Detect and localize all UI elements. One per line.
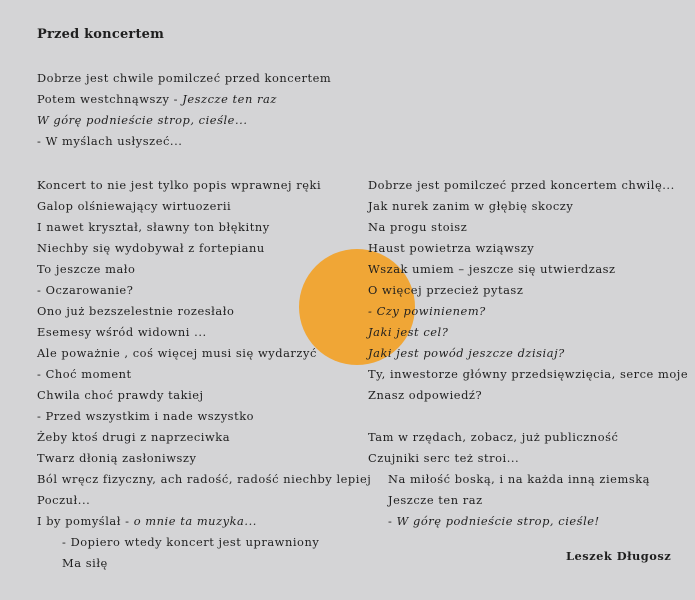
poem-line — [37, 178, 321, 192]
poem-line-text: Na progu stoisz — [368, 220, 468, 234]
poem-line-text: - Oczarowanie? — [37, 283, 134, 297]
poem-line-text: - Przed wszystkim i nade wszystko — [37, 409, 255, 423]
poem-line-text: - Choć moment — [37, 367, 132, 381]
poem-line-text: I by pomyślał - — [37, 514, 134, 528]
poem-line — [37, 283, 133, 297]
poem-line-text: - W myślach usłyszeć... — [37, 134, 183, 148]
poem-line-text: Żeby ktoś drugi z naprzeciwka — [37, 430, 231, 444]
poem-line-text: Potem westchnąwszy - — [37, 92, 183, 106]
poem-line-text: Haust powietrza wziąwszy — [368, 241, 535, 255]
poem-line — [368, 325, 448, 339]
poem-line — [368, 262, 616, 276]
poem-line — [62, 556, 108, 570]
poem-line — [388, 472, 650, 486]
poem-line — [37, 367, 132, 381]
poem-line — [37, 241, 265, 255]
poem-line — [37, 388, 204, 402]
poem-line — [368, 451, 519, 465]
poem-line — [368, 304, 486, 318]
poem-line-italic-text: - Czy powinienem? — [368, 304, 486, 318]
poem-line — [368, 199, 573, 213]
poem-line — [368, 430, 618, 444]
poem-line — [37, 472, 371, 486]
poem-line — [368, 220, 467, 234]
poem-line — [37, 71, 331, 85]
poem-line — [368, 346, 565, 360]
poem-line-text: Czujniki serc też stroi... — [368, 451, 520, 465]
poem-line — [37, 113, 248, 127]
poem-title: Przed koncertem — [37, 27, 165, 42]
poem-line-italic-text: Jaki jest powód jeszcze dzisiaj? — [368, 346, 565, 360]
poem-line-text: Ale poważnie , coś więcej musi się wydarzyć — [37, 346, 317, 360]
poem-line — [37, 199, 231, 213]
poem-line — [368, 388, 482, 402]
poem-line — [37, 451, 196, 465]
poem-line — [368, 178, 675, 192]
poem-line-text: Jeszcze ten raz — [388, 493, 483, 507]
poem-line-italic-text: W górę podnieście strop, cieśle... — [37, 113, 248, 127]
poem-line-text: Niechby się wydobywał z fortepianu — [37, 241, 265, 255]
poem-line-text: O więcej przecież pytasz — [368, 283, 524, 297]
poem-line-text: I nawet kryształ, sławny ton błękitny — [37, 220, 270, 234]
poem-line-italic-text: o mnie ta muzyka... — [133, 514, 257, 528]
poem-line-text: Ty, inwestorze główny przedsięwzięcia, serce moje — [368, 367, 689, 381]
poem-line-text: Esemesy wśród widowni ... — [37, 325, 207, 339]
poem-line-text: Wszak umiem – jeszcze się utwierdzasz — [368, 262, 616, 276]
poem-line — [37, 409, 254, 423]
poem-line — [368, 241, 534, 255]
poem-line-text: - Dopiero wtedy koncert jest uprawniony — [62, 535, 320, 549]
poem-line — [388, 493, 483, 507]
poem-line-text: Ma siłę — [62, 556, 108, 570]
poem-line — [37, 325, 207, 339]
poem-line — [388, 514, 600, 528]
poem-line-text: Tam w rzędach, zobacz, już publiczność — [368, 430, 619, 444]
poem-line-text: Dobrze jest chwile pomilczeć przed koncertem — [37, 71, 332, 85]
poem-line-text: Koncert to nie jest tylko popis wprawnej ręki — [37, 178, 322, 192]
poem-line-italic-text: Jeszcze ten raz — [182, 92, 277, 106]
poem-line — [37, 346, 317, 360]
poem-line — [62, 535, 319, 549]
poem-line — [368, 367, 688, 381]
poem-line-text: - — [388, 514, 397, 528]
poem-line-italic-text: W górę podnieście strop, cieśle! — [396, 514, 600, 528]
poem-line — [37, 493, 90, 507]
poem-line — [37, 430, 230, 444]
poem-line-italic-text: Jaki jest cel? — [368, 325, 449, 339]
poem-line-text: Na miłość boską, i na każda inną ziemską — [388, 472, 651, 486]
poem-line-text: Dobrze jest pomilczeć przed koncertem chwilę... — [368, 178, 675, 192]
poem-line — [368, 283, 523, 297]
poem-line-text: Galop olśniewający wirtuozerii — [37, 199, 232, 213]
poem-line-text: Twarz dłonią zasłoniwszy — [37, 451, 197, 465]
poem-line — [37, 134, 182, 148]
poem-line — [37, 92, 277, 106]
poem-line — [37, 262, 135, 276]
poem-line — [37, 220, 270, 234]
poem-line-text: Jak nurek zanim w głębię skoczy — [368, 199, 574, 213]
author-signature: Leszek Długosz — [566, 549, 672, 563]
poem-line-text: Ono już bezszelestnie rozesłało — [37, 304, 235, 318]
poem-line-text: To jeszcze mało — [37, 262, 136, 276]
poem-line-text: Znasz odpowiedź? — [368, 388, 483, 402]
poem-line — [37, 514, 257, 528]
poem-line — [37, 304, 234, 318]
poem-line-text: Chwila choć prawdy takiej — [37, 388, 204, 402]
poem-line-text: Poczuł... — [37, 493, 91, 507]
poem-line-text: Ból wręcz fizyczny, ach radość, radość niechby lepiej — [37, 472, 372, 486]
